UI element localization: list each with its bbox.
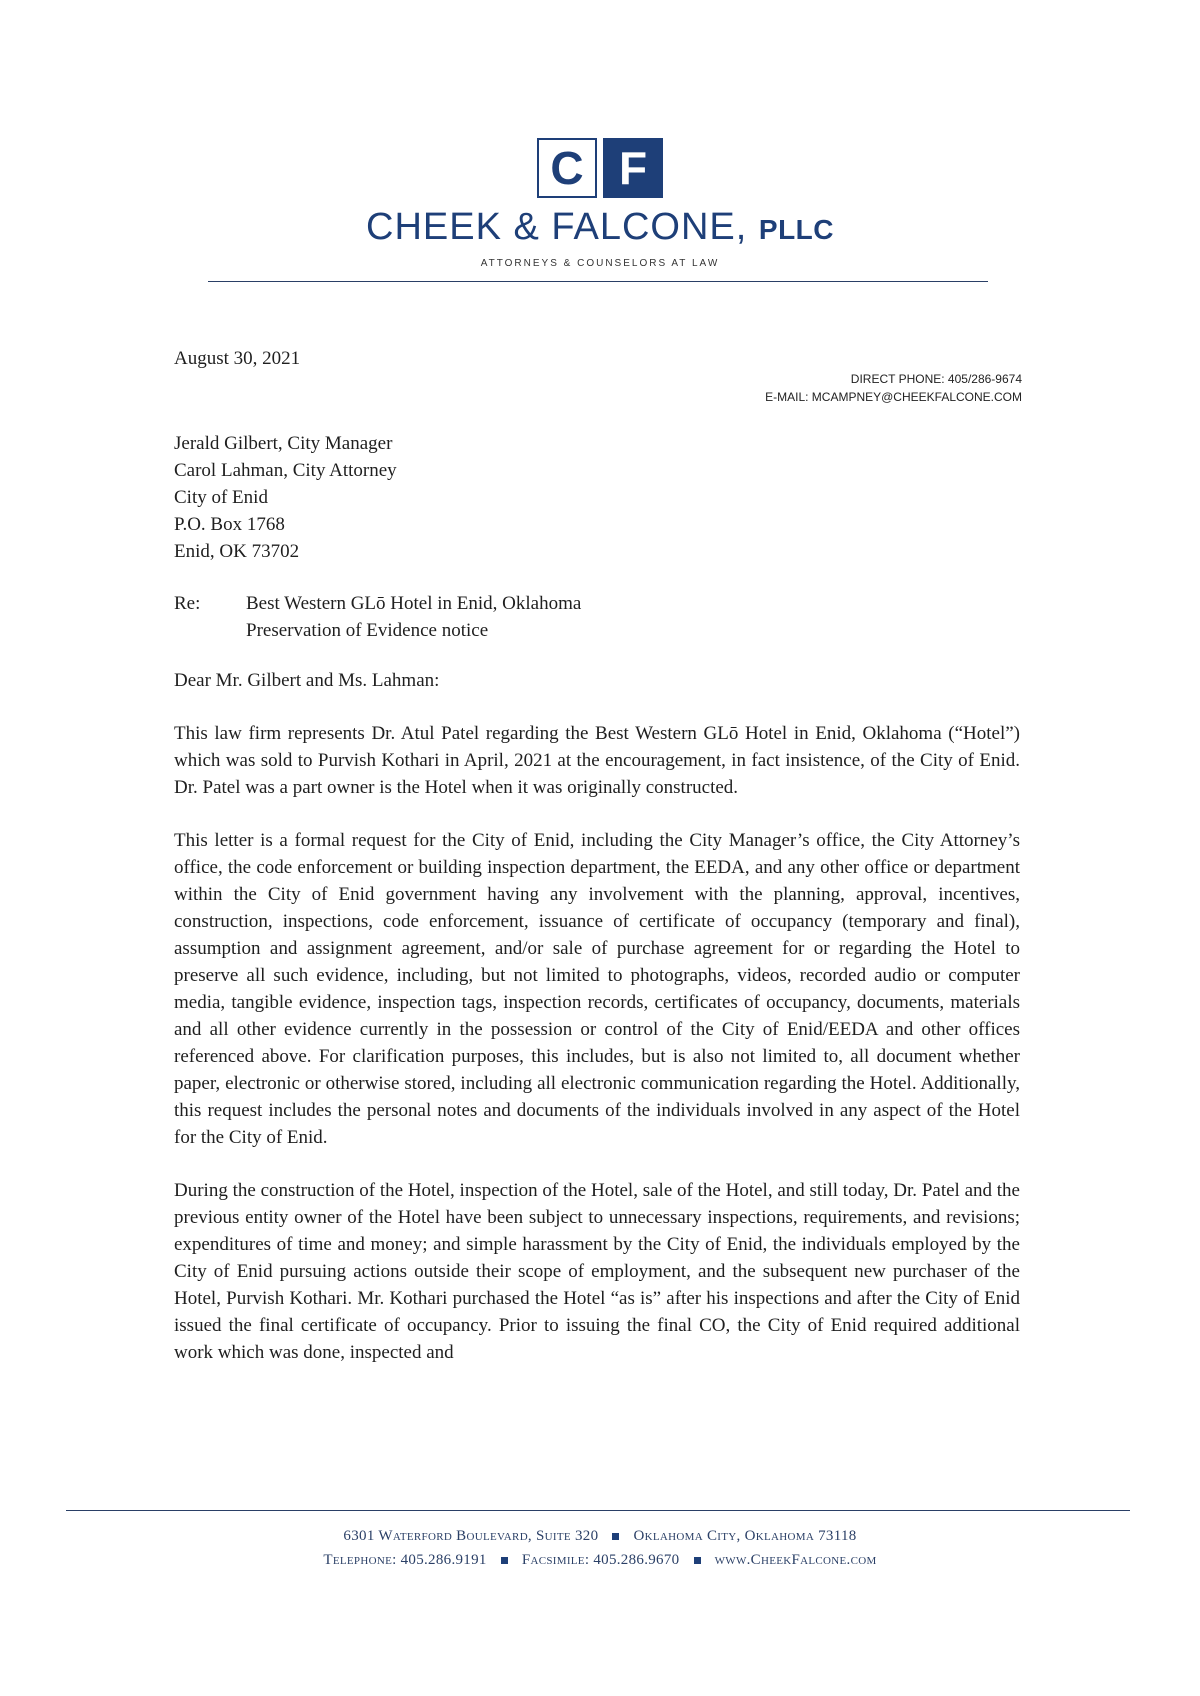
footer-city: Oklahoma City, Oklahoma 73118 <box>633 1528 857 1544</box>
salutation: Dear Mr. Gilbert and Ms. Lahman: <box>174 670 440 691</box>
contact-block <box>765 370 1022 406</box>
subject-block <box>174 590 581 644</box>
footer-line-2 <box>0 1548 1200 1572</box>
letterhead-divider <box>208 281 988 282</box>
body-paragraph: This letter is a formal request for the City of Enid, including the City Manager’s office, the City Attorney’s office, the code enforcement or building inspection department, the EEDA, and any other office or department within the City of Enid government having any involvement with the planning, approval, incentives, construction, inspections, code enforcement, issuance of certificate of occupancy (temporary and final), assumption and assignment agreement, and/or sale of purchase agreement for or regarding the Hotel to preserve all such evidence, including, but not limited to photographs, videos, recorded audio or computer media, tangible evidence, inspection tags, inspection records, certificates of occupancy, documents, materials and all other evidence currently in the possession or control of the City of Enid/EEDA and other offices referenced above. For clarification purposes, this includes, but is also not limited to, all document whether paper, electronic or otherwise stored, including all electronic communication regarding the Hotel. Additionally, this request includes the personal notes and documents of the individuals involved in any aspect of the Hotel for the City of Enid. <box>174 830 1020 1148</box>
subject-line-2: Preservation of Evidence notice <box>246 620 489 641</box>
firm-name <box>0 206 1200 249</box>
recipient-line: Carol Lahman, City Attorney <box>174 460 397 481</box>
footer-address: 6301 Waterford Boulevard, Suite 320 <box>343 1528 599 1544</box>
email-address: E-MAIL: MCAMPNEY@CHEEKFALCONE.COM <box>765 390 1022 404</box>
recipient-address <box>174 430 397 565</box>
square-bullet-icon <box>501 1557 508 1564</box>
firm-tagline: ATTORNEYS & COUNSELORS AT LAW <box>480 258 720 269</box>
body-paragraph: During the construction of the Hotel, inspection of the Hotel, sale of the Hotel, and still today, Dr. Patel and the previous entity owner of the Hotel have been subject to unnecessary inspections, requirements, and revisions; expenditures of time and money; and simple harassment by the City of Enid, the individuals employed by the City of Enid pursuing actions outside their scope of employment, and the subsequent new purchaser of the Hotel, Purvish Kothari. Mr. Kothari purchased the Hotel “as is” after his inspections and after the City of Enid issued the final certificate of occupancy. Prior to issuing the final CO, the City of Enid required additional work which was done, inspected and <box>174 1180 1020 1363</box>
letter-date: August 30, 2021 <box>174 348 301 369</box>
firm-name-suffix: PLLC <box>758 214 834 245</box>
recipient-line: Jerald Gilbert, City Manager <box>174 433 393 454</box>
recipient-line: P.O. Box 1768 <box>174 514 285 535</box>
logo-letter-f: F <box>603 138 663 198</box>
letter-footer <box>0 1524 1200 1572</box>
logo-letter-c: C <box>537 138 597 198</box>
footer-facsimile: Facsimile: 405.286.9670 <box>521 1552 680 1568</box>
subject-line-1: Best Western GLō Hotel in Enid, Oklahoma <box>246 593 582 614</box>
footer-website-link[interactable]: www.CheekFalcone.com <box>714 1552 877 1568</box>
subject-label: Re: <box>174 593 201 614</box>
body-paragraph: This law firm represents Dr. Atul Patel regarding the Best Western GLō Hotel in Enid, Oklahoma (“Hotel”) which was sold to Purvish Kothari in April, 2021 at the encouragement, in fact insistence, of the City of Enid. Dr. Patel was a part owner is the Hotel when it was originally constructed. <box>174 723 1020 798</box>
footer-line-1 <box>0 1524 1200 1548</box>
recipient-line: City of Enid <box>174 487 268 508</box>
direct-phone: DIRECT PHONE: 405/286-9674 <box>850 372 1022 386</box>
square-bullet-icon <box>612 1533 619 1540</box>
firm-logo <box>537 138 663 196</box>
firm-name-main: CHEEK & FALCONE, <box>366 206 748 248</box>
letter-body <box>174 720 1020 1392</box>
footer-telephone: Telephone: 405.286.9191 <box>323 1552 487 1568</box>
square-bullet-icon <box>694 1557 701 1564</box>
recipient-line: Enid, OK 73702 <box>174 541 300 562</box>
footer-divider <box>66 1510 1130 1511</box>
